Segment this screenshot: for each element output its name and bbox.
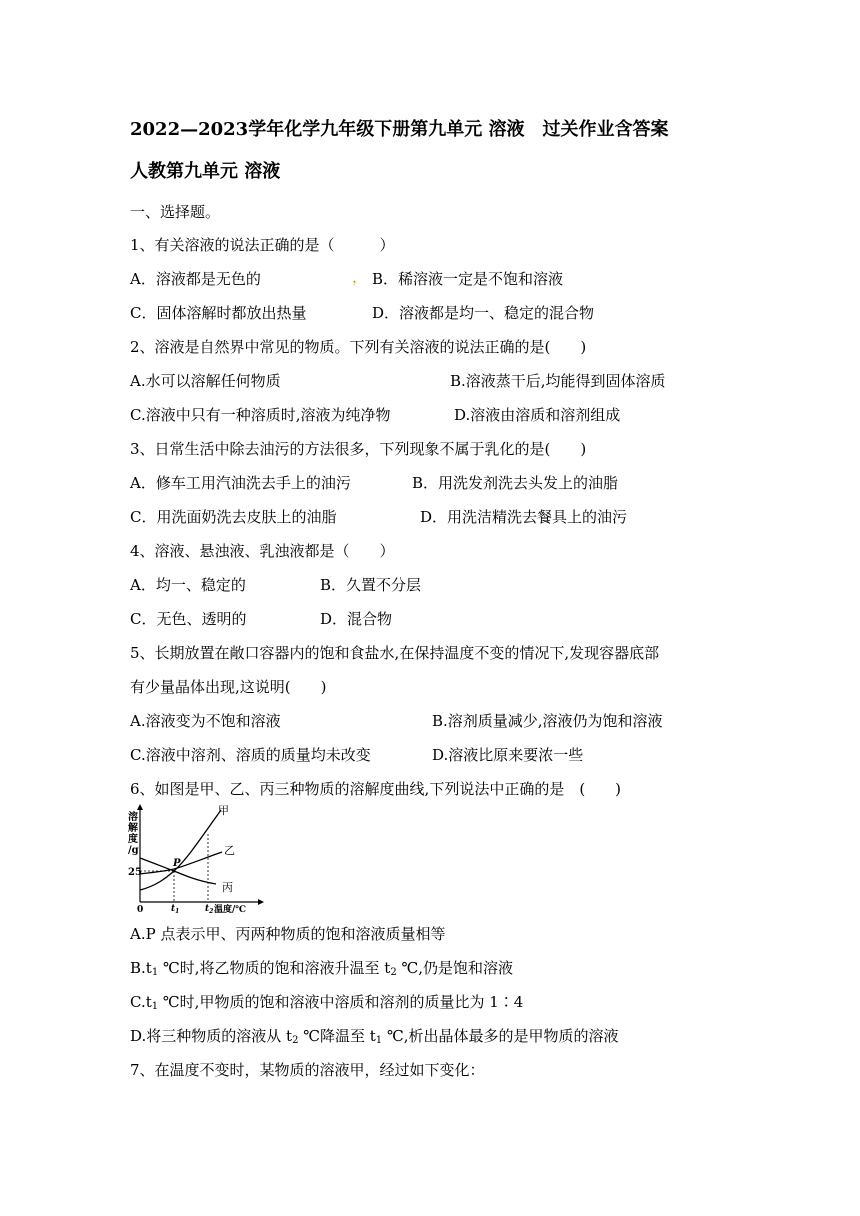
- q7-stem: 7、在温度不变时，某物质的溶液甲，经过如下变化：: [130, 1061, 485, 1079]
- q4-stem: 4、溶液、悬浊液、乳浊液都是（ ）: [130, 542, 395, 560]
- q2-option-d: D.溶液由溶质和溶剂组成: [454, 406, 621, 424]
- q2-option-a: A.水可以溶解任何物质: [130, 372, 281, 390]
- q1-option-a: A．溶液都是无色的: [130, 270, 261, 288]
- curve-jia: [140, 810, 221, 890]
- q5-option-a: A.溶液变为不饱和溶液: [130, 712, 281, 730]
- q5-option-d: D.溶液比原来要浓一些: [432, 746, 584, 764]
- section-heading: 一、选择题。: [130, 203, 221, 221]
- label-yi: 乙: [224, 844, 235, 857]
- q3-option-c: C．用洗面奶洗去皮肤上的油脂: [130, 508, 337, 526]
- y-label-char-3: 度: [128, 834, 138, 845]
- q5-stem-line2: 有少量晶体出现,这说明( ): [130, 678, 327, 696]
- origin-label: 0: [137, 905, 144, 914]
- q2-option-b: B.溶液蒸干后,均能得到固体溶质: [450, 372, 666, 390]
- q3-option-d: D．用洗洁精洗去餐具上的油污: [420, 508, 628, 526]
- x-axis-label: 温度/℃: [214, 905, 247, 914]
- q1-stem: 1、有关溶液的说法正确的是（ ）: [130, 236, 395, 254]
- q3-stem: 3、日常生活中除去油污的方法很多，下列现象不属于乳化的是( ): [130, 440, 587, 458]
- label-bing: 丙: [222, 881, 233, 894]
- q5-option-c: C.溶液中溶剂、溶质的质量均未改变: [130, 746, 371, 764]
- q2-stem: 2、溶液是自然界中常见的物质。下列有关溶液的说法正确的是( ): [130, 338, 587, 356]
- q6-stem: 6、如图是甲、乙、丙三种物质的溶解度曲线,下列说法中正确的是 ( ): [130, 780, 622, 798]
- q2-option-c: C.溶液中只有一种溶质时,溶液为纯净物: [130, 406, 391, 424]
- x-axis-arrow: [258, 899, 264, 905]
- q1-option-d: D．溶液都是均一、稳定的混合物: [372, 304, 595, 322]
- q6-option-d: D.将三种物质的溶液从 $t_2$ ℃降温至 $t_1$ ℃,析出晶体最多的是甲物质的溶液: [130, 1027, 619, 1046]
- q6-option-b: $B.t_1$ ℃时,将乙物质的饱和溶液升温至 $t_2$ ℃,仍是饱和溶液: [130, 959, 514, 978]
- y-label-char-2: 解: [128, 823, 138, 834]
- y-tick-25: 25: [128, 867, 142, 878]
- stray-mark: ，: [352, 268, 368, 286]
- q1-option-b: B．稀溶液一定是不饱和溶液: [372, 270, 564, 288]
- solubility-curve-figure: [126, 802, 266, 914]
- q5-stem-line1: 5、长期放置在敞口容器内的饱和食盐水,在保持温度不变的情况下,发现容器底部: [130, 644, 660, 662]
- q6-option-a: A.P 点表示甲、丙两种物质的饱和溶液质量相等: [130, 925, 446, 943]
- document-subtitle: 人教第九单元 溶液: [130, 161, 281, 182]
- x-tick-t1: $t_1$: [171, 904, 180, 914]
- x-tick-t2: $t_2$: [205, 904, 214, 914]
- q4-option-a: A．均一、稳定的: [130, 576, 246, 594]
- q3-option-a: A．修车工用汽油洗去手上的油污: [130, 474, 351, 492]
- q4-option-c: C．无色、透明的: [130, 610, 247, 628]
- q1-option-c: C．固体溶解时都放出热量: [130, 304, 307, 322]
- document-title: 2022—2023学年化学九年级下册第九单元 溶液 过关作业含答案: [130, 119, 669, 140]
- y-label-char-4: /g: [128, 845, 139, 856]
- q4-option-b: B．久置不分层: [320, 576, 422, 594]
- q5-option-b: B.溶剂质量减少,溶液仍为饱和溶液: [432, 712, 663, 730]
- q6-option-c: $C.t_1$ ℃时,甲物质的饱和溶液中溶质和溶剂的质量比为 1∶4: [130, 993, 524, 1012]
- y-axis-arrow: [137, 804, 143, 810]
- point-p-label: P: [173, 858, 181, 869]
- label-jia: 甲: [218, 804, 229, 817]
- q3-option-b: B．用洗发剂洗去头发上的油脂: [412, 474, 619, 492]
- q4-option-d: D．混合物: [320, 610, 393, 628]
- y-label-char-1: 溶: [128, 812, 138, 823]
